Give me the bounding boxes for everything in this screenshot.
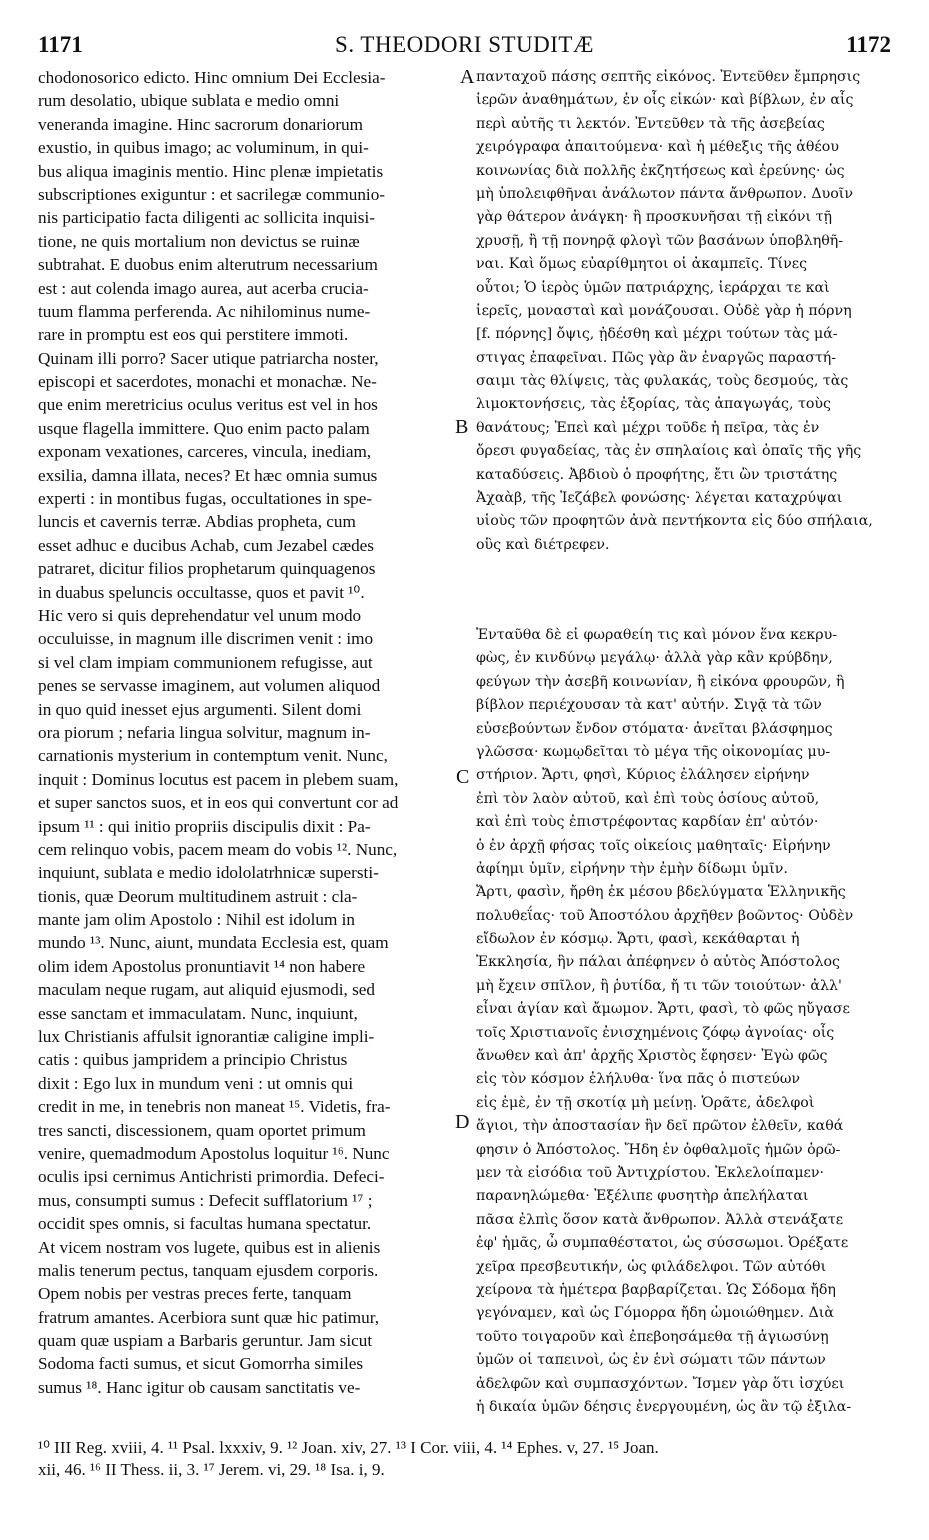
greek-text-line: μὴ ἔχειν σπῖλον, ἢ ῥυτίδα, ἤ τι τῶν τοιούτων· ἀλλ' [476,977,842,994]
latin-text-line: nis participatio facta diligenti ac sollicita inquisi- [38,208,375,228]
greek-text-line: οὗτοι; Ὁ ἱερὸς ὑμῶν πατριάρχης, ἱεράρχαι τε καὶ [476,279,830,296]
greek-text-line: Ἐνταῦθα δὲ εἰ φωραθείη τις καὶ μόνον ἕνα κεκρυ- [476,627,838,643]
greek-text-line: τοῦτο τοιγαροῦν καὶ ἐπεβοησάμεθα τῇ ἁγιωσύνῃ [476,1328,829,1345]
latin-text-line: inquit : Dominus locutus est pacem in plebem suam, [38,769,399,789]
latin-text-line: chodonosorico edicto. Hinc omnium Dei Ecclesia- [38,68,386,87]
latin-text-line: esset adhuc e ducibus Achab, cum Jezabel cædes [38,535,374,555]
latin-text-line: si vel clam impiam communionem refugisse, aut [38,652,373,672]
latin-text-line: usque flagella immittere. Quo enim pacto palam [38,418,370,438]
latin-text-line: esse sanctam et immaculatam. Nunc, inquiunt, [38,1003,358,1023]
greek-text-line: οὓς καὶ διέτρεφεν. [476,536,610,553]
latin-text-line: At vicem nostram vos lugete, quibus est in alienis [38,1237,381,1257]
latin-text-line: in quo quid inesset ejus argumenti. Silent domi [38,699,362,719]
latin-text-line: olim idem Apostolus pronuntiavit ¹⁴ non habere [38,956,366,976]
greek-text-line: λιμοκτονήσεις, τὰς ἐξορίας, τὰς ἀπαγωγάς, τοὺς [476,396,831,413]
greek-text-line: γεγόναμεν, καὶ ὡς Γόμορρα ἤδη ὡμοιώθημεν. Διὰ [476,1305,834,1322]
greek-column-bottom [476,624,894,1419]
latin-text-line: mundo ¹³. Nunc, aiunt, mundata Ecclesia est, quam [38,933,389,953]
greek-text-line: χείρονα τὰ ἡμέτερα βαρβαρίζεται. Ὡς Σόδομα ἤδη [476,1281,836,1298]
latin-text-line: mus, consumpti sumus : Defecit sufflatorium ¹⁷ ; [38,1190,373,1210]
greek-text-line: στήριον. Ἄρτι, φησὶ, Κύριος ἐλάλησεν εἰρήνην [476,767,810,784]
latin-text-line: mante jam olim Apostolo : Nihil est idolum in [38,910,356,930]
footnotes [38,1437,898,1481]
greek-text-line: παρανηλώμεθα· Ἐξέλιπε φυσητὴρ ἀπελήλαται [476,1188,809,1205]
latin-text-line: bus aliqua imaginis mentio. Hinc plenæ impietatis [38,161,384,181]
greek-text-line: σαιμι τὰς θλίψεις, τὰς φυλακάς, τοὺς δεσμούς, τὰς [476,373,849,390]
latin-text-line: in duabus speluncis occultasse, quos et pavit ¹⁰. [38,582,365,602]
latin-text-line: exsilia, damna illata, neces? Et hæc omnia sumus [38,465,378,485]
latin-text-line: Opem nobis per vestras preces ferte, tanquam [38,1284,352,1304]
latin-text-line: rum desolatio, ubique sublata e medio omni [38,91,340,111]
latin-text-line: occidit spes omnis, si facultas humana spectatur. [38,1214,372,1234]
greek-text-line: ἡ δικαία ὑμῶν δέησις ἐνεργουμένη, ὡς ἂν τῷ ἐξιλα- [476,1398,852,1415]
latin-text-line: exponam vexationes, carceres, vincula, inediam, [38,442,372,462]
latin-text-line: subtrahat. E duobus enim alterutrum necessarium [38,255,378,275]
greek-text-line: γὰρ θάτερον ἀνάγκη· ἢ προσκυνῆσαι τῇ εἰκόνι τῇ [476,209,832,226]
latin-text-line: sumus ¹⁸. Hanc igitur ob causam sanctitatis ve- [38,1377,361,1397]
greek-text-line: εἴδωλον ἐν κόσμῳ. Ἄρτι, φασὶ, κεκάθαρται ἡ [476,931,800,948]
latin-text-line: Quinam illi porro? Sacer utique patriarcha noster, [38,348,379,368]
latin-text-line: tuum flamma perferenda. Ac nihilominus nume- [38,301,371,321]
latin-text-line: malis tenerum pectus, tanquam ejusdem corporis. [38,1260,379,1280]
latin-text-line: tionis, quæ Deorum multitudinem astruit : cla- [38,886,358,906]
greek-text-line: ἄνωθεν καὶ ἀπ' ἀρχῆς Χριστὸς ἔφησεν· Ἐγὼ φῶς [476,1048,828,1065]
running-header [38,32,891,62]
page-number-left: 1171 [38,32,83,57]
greek-text-line: εἰς τὸν κόσμον ἐλήλυθα· ἵνα πᾶς ὁ πιστεύων [476,1071,801,1088]
greek-text-line: ἱερῶν ἀναθημάτων, ἐν οἷς εἰκών· καὶ βίβλων, ἐν αἷς [476,92,854,109]
latin-text-line: que enim meretricius oculus veritus est vel in hos [38,395,378,415]
latin-text-line: credit in me, in tenebris non maneat ¹⁵. Videtis, fra- [38,1097,391,1117]
greek-text-line: φεύγων τὴν ἀσεβῆ κοινωνίαν, ἢ εἰκόνα φρουρῶν, ἢ [476,673,845,690]
latin-text-line: tres sancti, discessionem, quam oportet primum [38,1120,366,1140]
greek-text-line: μεν τὰ εἰσόδια τοῦ Ἀντιχρίστου. Ἐκλελοίπαμεν· [476,1164,825,1181]
greek-text-line: ἱερεῖς, μονασταὶ καὶ μονάζουσαι. Οὐδὲ γὰρ ἡ πόρνη [476,302,852,319]
greek-text-line: εἶναι ἁγίαν καὶ ἄμωμον. Ἄρτι, φασὶ, τὸ φῶς ηὔγασε [476,1001,850,1018]
latin-text-line: maculam neque rugam, aut aliquid ejusmodi, sed [38,980,375,1000]
latin-text-line: luncis et cavernis terræ. Abdias propheta, cum [38,512,356,532]
latin-text-line: Hic vero si quis deprehendatur vel unum modo [38,605,362,625]
margin-letter-c: C [456,766,470,788]
greek-text-line: χρυσῇ, ἢ τῇ πονηρᾷ φλογὶ τῶν βασάνων ὑποβληθῆ- [476,232,844,249]
greek-text-line: φησιν ὁ Ἀπόστολος. Ἤδη ἐν ὀφθαλμοῖς ἡμῶν ὁρῶ- [476,1141,841,1158]
greek-text-line: πᾶσα ἐλπὶς ὅσον κατὰ ἄνθρωπον. Ἀλλὰ στενάξατε [476,1211,844,1228]
greek-text-line: πολυθεΐας· τοῦ Ἀποστόλου ἀρχῆθεν βοῶντος· Οὐδὲν [476,907,854,924]
greek-text-line: περὶ αὐτῆς τι λεκτόν. Ἐντεῦθεν τὰ τῆς ἀσεβείας [476,115,825,132]
latin-text-line: fratrum amantes. Acerbiora sunt quæ hic patimur, [38,1307,380,1327]
greek-text-line: ἀδελφῶν καὶ συμπασχόντων. Ἴσμεν γὰρ ὅτι ἰσχύει [476,1375,845,1392]
latin-text-line: rare in promptu est eos qui perstitere immoti. [38,325,349,345]
latin-text-line: carnationis mysterium in contemptum venit. Nunc, [38,746,388,766]
latin-text-line: exustio, in quibus imago; ac voluminum, in qui- [38,138,369,158]
latin-text-line: tione, ne quis mortalium non devictus se ruinæ [38,231,360,251]
margin-letter-a: A [460,66,475,88]
greek-text-line: μὴ ὑπολειφθῆναι ἀνάλωτον πάντα ἄνθρωπον. Δυοῖν [476,185,853,202]
latin-text-line: veneranda imagine. Hinc sacrorum donariorum [38,114,364,134]
footnote-line: xii, 46. ¹⁶ II Thess. ii, 3. ¹⁷ Jerem. vi, 29. ¹⁸ Isa. i, 9. [38,1460,385,1479]
latin-text-line: et super sanctos suos, et in eos qui convertunt cor ad [38,793,399,813]
greek-text-line: φὼς, ἐν κινδύνῳ μεγάλῳ· ἀλλὰ γὰρ κἂν κρύβδην, [476,650,833,667]
greek-text-line: ὁ ἐν ἀρχῇ φήσας τοῖς οἰκείοις μαθηταῖς· Εἰρήνην [476,837,831,854]
greek-column-top [476,66,894,557]
latin-text-line: inquiunt, sublata e medio idololatrhnicæ supersti- [38,863,379,883]
greek-text-line: ὄρεσι φυγαδείας, τὰς ἐν σπηλαίοις καὶ ὀπαῖς τῆς γῆς [476,443,862,460]
greek-text-line: κοινωνίας διὰ πολλῆς ἐκζητήσεως καὶ ἐρεύνης· ὡς [476,162,845,179]
greek-text-line: [f. πόρνης] ὄψις, ᾐδέσθη καὶ μέχρι τούτων τὰς μά- [476,326,838,343]
running-title: S. THEODORI STUDITÆ [335,32,594,57]
greek-text-line: καταδύσεις. Ἀβδιοὺ ὁ προφήτης, ἔτι ὢν τριστάτης [476,466,838,483]
greek-text-line: καὶ ἐπὶ τοὺς ἐπιστρέφοντας καρδίαν ἐπ' αὐτόν· [476,814,819,831]
greek-text-line: Ἐκκλησία, ἣν πάλαι ἀπέφηνεν ὁ αὐτὸς Ἀπόστολος [476,954,840,971]
latin-text-line: Sodoma facti sumus, et sicut Gomorrha similes [38,1354,364,1374]
latin-text-line: subscriptiones exiguntur : et sacrilegæ communio- [38,184,386,204]
greek-text-line: Ἀχαὰβ, τῆς Ἰεζάβελ φονώσης· λέγεται καταχρύψαι [476,490,843,507]
latin-text-line: experti : in montibus fugas, occultationes in spe- [38,489,373,509]
greek-text-line: στιγας ἐπαφεῖναι. Πῶς γὰρ ἂν ἐναργῶς παραστή- [476,349,837,366]
latin-text-line: oculis ipsi cernimus Antichristi primordia. Defeci- [38,1167,385,1187]
latin-text-line: catis : quibus jampridem a principio Christus [38,1050,348,1070]
greek-text-line: ἀφίημι ὑμῖν, εἰρήνην τὴν ἐμὴν δίδωμι ὑμῖν. [476,860,788,877]
latin-text-line: cem relinquo vobis, pacem meam do vobis ¹². Nunc, [38,839,398,859]
footnote-line: ¹⁰ III Reg. xviii, 4. ¹¹ Psal. lxxxiv, 9. ¹² Joan. xiv, 27. ¹³ I Cor. viii, 4. ¹⁴ Ephes. v, 27. ¹⁵ Joan. [38,1438,659,1457]
latin-column [38,66,458,1399]
page-number-right: 1172 [846,32,891,57]
latin-text-line: ora piorum ; nefaria lingua solvitur, magnum in- [38,722,371,742]
greek-text-line: χεῖρα πρεσβευτικήν, ὡς φιλάδελφοι. Τῶν αὐτόθι [476,1258,827,1275]
greek-text-line: εὐσεβούντων ἔνδον στόματα· ἀνεῖται βλάσφημος [476,720,833,737]
latin-text-line: occuluisse, in magnum ille discrimen venit : imo [38,629,374,649]
latin-text-line: est : aut colenda imago aurea, aut acerba crucia- [38,278,369,298]
greek-text-line: ἐφ' ἡμᾶς, ὦ συμπαθέστατοι, ὡς σύσσωμοι. Ὀρέξατε [476,1235,849,1252]
latin-text-line: quam quæ uspiam a Barbaris geruntur. Jam sicut [38,1331,373,1351]
margin-letter-b: B [455,416,469,438]
margin-letter-d: D [455,1111,470,1133]
greek-text-line: χειρόγραφα ἀπαιτούμενα· καὶ ἡ μέθεξις τῆς ἀθέου [476,139,839,156]
greek-text-line: ὑμῶν οἱ ταπεινοὶ, ὡς ἐν ἑνὶ σώματι τῶν πάντων [476,1352,826,1369]
latin-text-line: penes se servasse imaginem, aut volumen aliquod [38,676,381,696]
latin-text-line: patraret, dicitur filios prophetarum quinquagenos [38,559,376,579]
greek-text-line: ναι. Καὶ ὅμως εὐαρίθμητοι οἱ ἀκαμπεῖς. Τίνες [476,256,808,273]
greek-text-line: υἱοὺς τῶν προφητῶν ἀνὰ πεντήκοντα εἰς δύο σπήλαια, [476,513,873,530]
greek-text-line: θανάτους; Ἐπεὶ καὶ μέχρι τοῦδε ἡ πεῖρα, τὰς ἐν [476,419,820,436]
latin-text-line: ipsum ¹¹ : qui initio propriis discipulis dixit : Pa- [38,816,371,836]
latin-text-line: episcopi et sacerdotes, monachi et monachæ. Ne- [38,372,377,392]
greek-text-line: γλῶσσα· κωμῳδεῖται τὸ μέγα τῆς οἰκονομίας μυ- [476,743,831,760]
latin-text-line: dixit : Ego lux in mundum veni : ut omnis qui [38,1073,354,1093]
greek-text-line: πανταχοῦ πάσης σεπτῆς εἰκόνος. Ἐντεῦθεν ἔμπρησις [476,69,861,85]
greek-text-line: εἰς ἐμὲ, ἐν τῇ σκοτίᾳ μὴ μείνῃ. Ὁρᾶτε, ἀδελφοὶ [476,1094,815,1111]
greek-text-line: τοῖς Χριστιανοῖς ἐνισχημένοις ζόφῳ ἀγνοίας· οἷς [476,1024,835,1041]
greek-text-line: ἅγιοι, τὴν ἀποστασίαν ἣν δεῖ πρῶτον ἐλθεῖν, καθά [476,1118,844,1135]
greek-text-line: Ἄρτι, φασὶν, ἤρθη ἐκ μέσου βδελύγματα Ἑλληνικῆς [476,884,846,901]
greek-text-line: βίβλον περιέχουσαν τὰ κατ' αὐτήν. Σιγᾷ τὰ τῶν [476,697,822,714]
greek-text-line: ἐπὶ τὸν λαὸν αὐτοῦ, καὶ ἐπὶ τοὺς ὁσίους αὐτοῦ, [476,790,820,807]
latin-text-line: lux Christianis affulsit ignorantiæ caligine impli- [38,1027,375,1047]
latin-text-line: venire, quemadmodum Apostolus loquitur ¹⁶. Nunc [38,1143,390,1163]
